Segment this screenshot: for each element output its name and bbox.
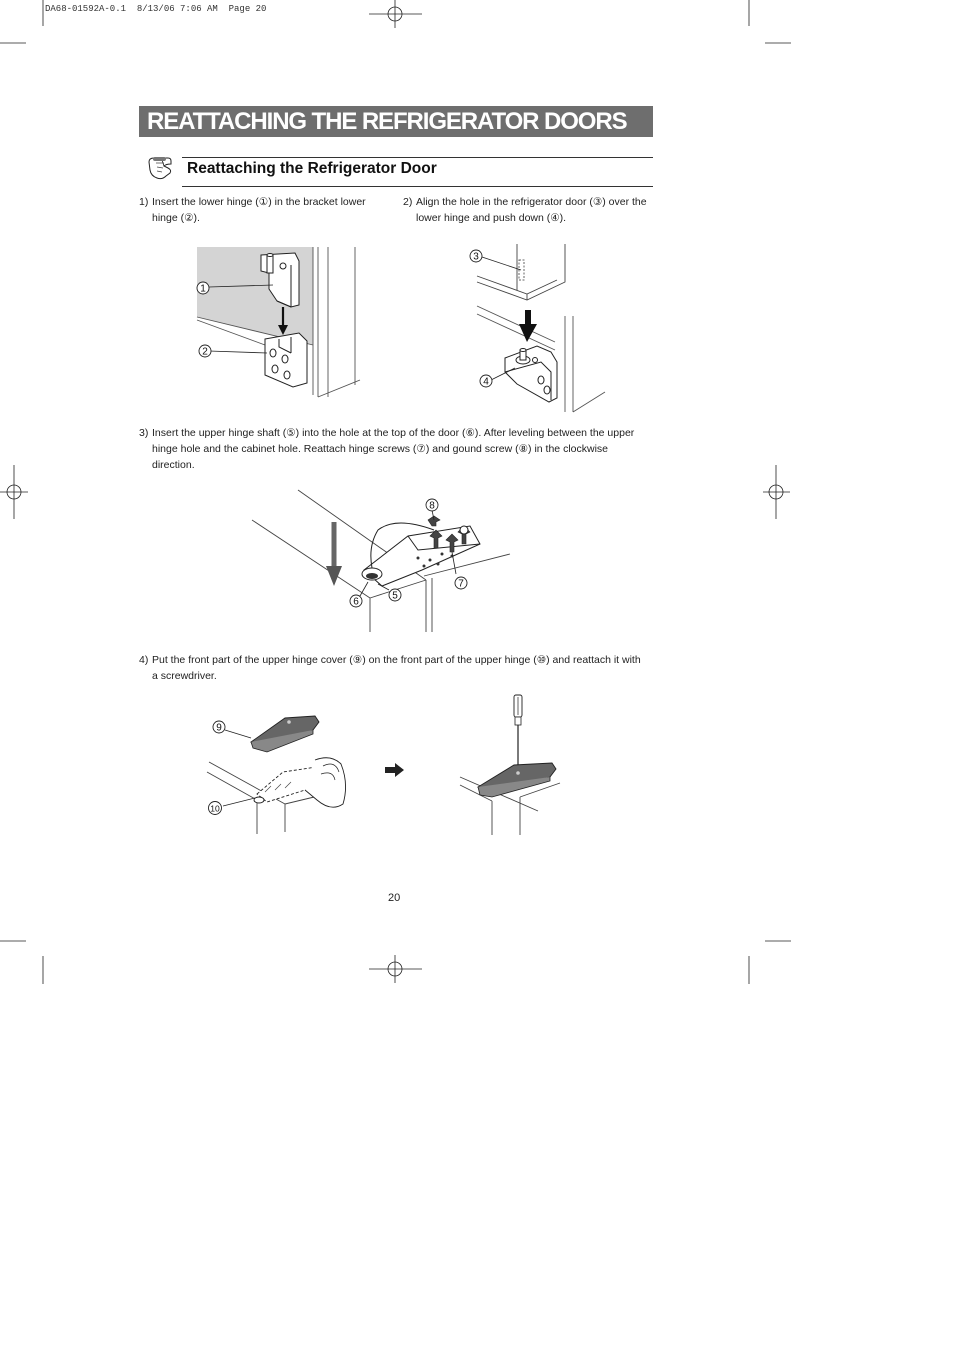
- step-4: [139, 652, 649, 684]
- callout-7: 7: [458, 578, 464, 590]
- step-number: 3): [139, 427, 149, 439]
- step-text: Align the hole in the refrigerator door (③) over the lower hinge and push down (④).: [416, 196, 647, 224]
- figure-hinge-cover-screw: [452, 693, 562, 838]
- callout-10: 10: [210, 803, 220, 814]
- callout-2: 2: [202, 346, 208, 358]
- section-banner: [139, 106, 653, 137]
- callout-1: 1: [200, 283, 206, 295]
- figure-door-over-hinge: [465, 242, 615, 417]
- step-number: 1): [139, 196, 149, 208]
- step-number: 2): [403, 196, 413, 208]
- step-number: 4): [139, 654, 149, 666]
- section-title: REATTACHING THE REFRIGERATOR DOORS: [147, 108, 627, 135]
- subsection-title: Reattaching the Refrigerator Door: [187, 160, 437, 177]
- callout-4: 4: [483, 376, 489, 388]
- step-3: [139, 425, 649, 473]
- callout-5: 5: [392, 590, 398, 602]
- subheading-rule-bottom: [182, 186, 653, 187]
- callout-6: 6: [353, 596, 359, 608]
- step-text: Put the front part of the upper hinge cover (⑨) on the front part of the upper hinge (⑩) and reattach it with a screwdriver.: [152, 654, 641, 682]
- callout-8: 8: [429, 500, 435, 512]
- page-number: 20: [388, 892, 401, 904]
- hand-pointing-icon: [146, 156, 178, 182]
- step-1: [139, 194, 384, 226]
- callout-9: 9: [216, 722, 222, 734]
- step-text: Insert the upper hinge shaft (⑤) into the hole at the top of the door (⑥). After leveling between the upper hinge hole and the cabinet hole. Reattach hinge screws (⑦) and gound screw (⑧) in the clockwise direction.: [152, 427, 635, 471]
- figure-hinge-cover-place: [205, 710, 355, 840]
- figure-lower-hinge-insert: [195, 245, 375, 405]
- figure-upper-hinge: [248, 486, 518, 636]
- subheading-rule-top: [182, 157, 653, 158]
- step-2: [403, 194, 653, 226]
- print-slug: DA68-01592A-0.1 8/13/06 7:06 AM Page 20: [45, 4, 267, 14]
- arrow-right-icon: [384, 762, 406, 778]
- step-text: Insert the lower hinge (①) in the bracket lower hinge (②).: [152, 196, 366, 224]
- callout-3: 3: [473, 251, 479, 263]
